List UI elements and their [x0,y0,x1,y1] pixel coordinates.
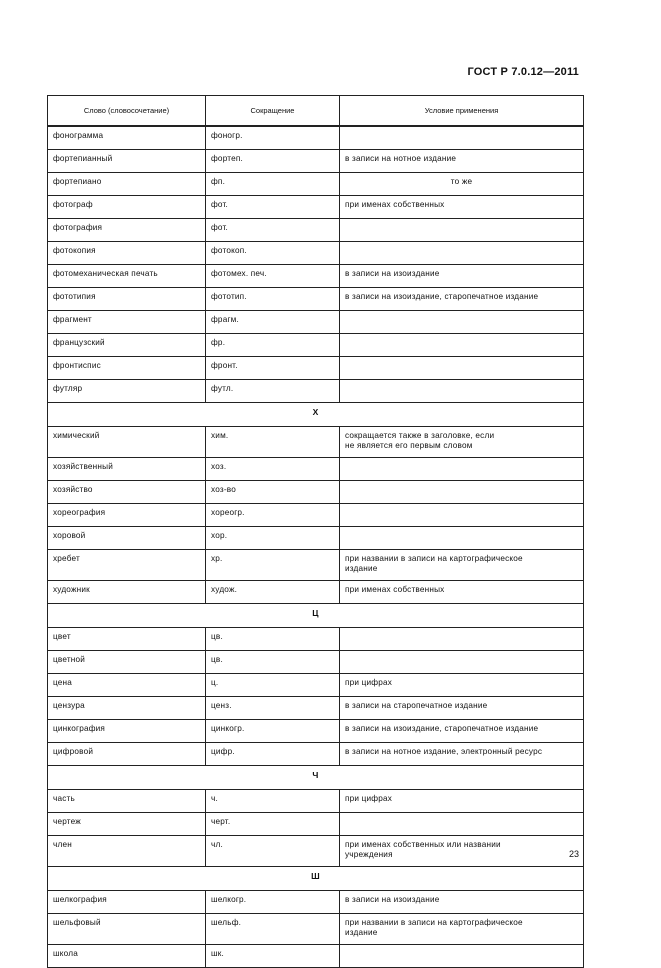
abbreviation-cell: фотокоп. [206,242,340,265]
word-cell: хоровой [48,527,206,550]
condition-cell: в записи на старопечатное издание [340,697,584,720]
abbreviation-cell: фототип. [206,288,340,311]
word-cell: цена [48,674,206,697]
table-row [48,836,584,867]
abbreviation-cell: фортеп. [206,150,340,173]
table-row [48,945,584,968]
condition-cell [340,504,584,527]
condition-cell: в записи на изоиздание, старопечатное издание [340,720,584,743]
word-cell: футляр [48,380,206,403]
condition-line: сокращается также в заголовке, если [345,431,495,440]
abbreviation-cell: худож. [206,581,340,604]
table-row [48,196,584,219]
word-cell: шелкография [48,891,206,914]
condition-cell [340,481,584,504]
abbreviation-cell: фр. [206,334,340,357]
condition-cell [340,311,584,334]
table-row [48,126,584,150]
word-cell: цинкография [48,720,206,743]
condition-cell: при именах собственных [340,581,584,604]
table-row [48,790,584,813]
word-cell: цвет [48,628,206,651]
table-row [48,891,584,914]
table-row [48,651,584,674]
condition-cell [340,527,584,550]
table-row [48,743,584,766]
condition-line: издание [345,927,378,937]
abbreviation-cell: фоногр. [206,126,340,150]
table-row [48,357,584,380]
table-row [48,914,584,945]
word-cell: фортепианный [48,150,206,173]
abbreviation-cell: фронт. [206,357,340,380]
word-cell: хозяйство [48,481,206,504]
table-row [48,628,584,651]
word-cell: фотограф [48,196,206,219]
condition-cell [340,357,584,380]
table-row [48,173,584,196]
condition-cell [340,813,584,836]
table-row [48,219,584,242]
word-cell: фронтиспис [48,357,206,380]
column-header-word: Слово (словосочетание) [48,96,206,127]
word-cell: химический [48,427,206,458]
abbreviation-cell: фрагм. [206,311,340,334]
condition-cell [340,651,584,674]
abbreviation-cell: хореогр. [206,504,340,527]
condition-line: при именах собственных или названии [345,840,501,849]
table-row [48,674,584,697]
word-cell: хребет [48,550,206,581]
condition-cell: при именах собственных [340,196,584,219]
abbreviation-cell: хр. [206,550,340,581]
table-row [48,504,584,527]
condition-cell: в записи на изоиздание, старопечатное издание [340,288,584,311]
table-row [48,581,584,604]
table-row [48,697,584,720]
condition-line: не является его первым словом [345,440,473,450]
word-cell: фортепиано [48,173,206,196]
table-header-row [48,96,584,127]
condition-line: издание [345,563,378,573]
abbreviation-cell: фот. [206,219,340,242]
condition-cell [340,242,584,265]
abbreviation-cell: цв. [206,651,340,674]
condition-cell [340,945,584,968]
abbreviation-cell: хим. [206,427,340,458]
condition-cell [340,334,584,357]
table-row [48,427,584,458]
abbreviation-cell: цв. [206,628,340,651]
word-cell: фотомеханическая печать [48,265,206,288]
column-header-abbreviation: Сокращение [206,96,340,127]
table-row [48,458,584,481]
word-cell: художник [48,581,206,604]
condition-cell: в записи на нотное издание [340,150,584,173]
abbreviation-cell: цифр. [206,743,340,766]
table-row [48,813,584,836]
table-row [48,527,584,550]
condition-cell [340,458,584,481]
abbreviation-cell: фотомех. печ. [206,265,340,288]
word-cell: часть [48,790,206,813]
abbreviation-cell: черт. [206,813,340,836]
section-letter: Х [48,403,584,427]
section-letter-row [48,604,584,628]
abbreviations-table [47,95,584,968]
section-letter-row [48,403,584,427]
word-cell: школа [48,945,206,968]
abbreviation-cell: хоз. [206,458,340,481]
section-letter: Ш [48,867,584,891]
abbreviation-cell: хоз-во [206,481,340,504]
condition-cell [340,550,584,581]
abbreviation-cell: ценз. [206,697,340,720]
condition-cell [340,126,584,150]
condition-cell [340,836,584,867]
condition-line: учреждения [345,849,393,859]
section-letter: Ц [48,604,584,628]
abbreviation-cell: ц. [206,674,340,697]
condition-cell: при цифрах [340,790,584,813]
word-cell: член [48,836,206,867]
word-cell: хореография [48,504,206,527]
table-row [48,150,584,173]
condition-cell: то же [340,173,584,196]
abbreviation-cell: фп. [206,173,340,196]
word-cell: фонограмма [48,126,206,150]
condition-cell [340,380,584,403]
condition-cell: в записи на нотное издание, электронный ресурс [340,743,584,766]
condition-cell [340,219,584,242]
abbreviation-cell: чл. [206,836,340,867]
word-cell: фотография [48,219,206,242]
table-row [48,265,584,288]
condition-cell: при цифрах [340,674,584,697]
table-row [48,720,584,743]
table-row [48,334,584,357]
abbreviation-cell: хор. [206,527,340,550]
condition-cell [340,628,584,651]
word-cell: фототипия [48,288,206,311]
condition-cell [340,914,584,945]
abbreviation-cell: цинкогр. [206,720,340,743]
section-letter: Ч [48,766,584,790]
table-row [48,380,584,403]
section-letter-row [48,766,584,790]
condition-line: при названии в записи на картографическое [345,918,523,927]
abbreviation-cell: шк. [206,945,340,968]
table-row [48,242,584,265]
document-code: ГОСТ Р 7.0.12—2011 [467,66,579,78]
word-cell: фрагмент [48,311,206,334]
condition-cell [340,427,584,458]
word-cell: шельфовый [48,914,206,945]
table-body [48,126,584,968]
word-cell: цензура [48,697,206,720]
word-cell: французский [48,334,206,357]
word-cell: хозяйственный [48,458,206,481]
condition-cell: в записи на изоиздание [340,891,584,914]
word-cell: цветной [48,651,206,674]
abbreviation-cell: шелкогр. [206,891,340,914]
abbreviation-cell: ч. [206,790,340,813]
abbreviation-cell: футл. [206,380,340,403]
table-row [48,311,584,334]
page-number: 23 [568,849,579,859]
abbreviation-cell: фот. [206,196,340,219]
table-row [48,288,584,311]
table-row [48,550,584,581]
word-cell: чертеж [48,813,206,836]
condition-cell: в записи на изоиздание [340,265,584,288]
word-cell: фотокопия [48,242,206,265]
word-cell: цифровой [48,743,206,766]
condition-line: при названии в записи на картографическое [345,554,523,563]
table-row [48,481,584,504]
abbreviation-cell: шельф. [206,914,340,945]
section-letter-row [48,867,584,891]
column-header-condition: Условие применения [340,96,584,127]
